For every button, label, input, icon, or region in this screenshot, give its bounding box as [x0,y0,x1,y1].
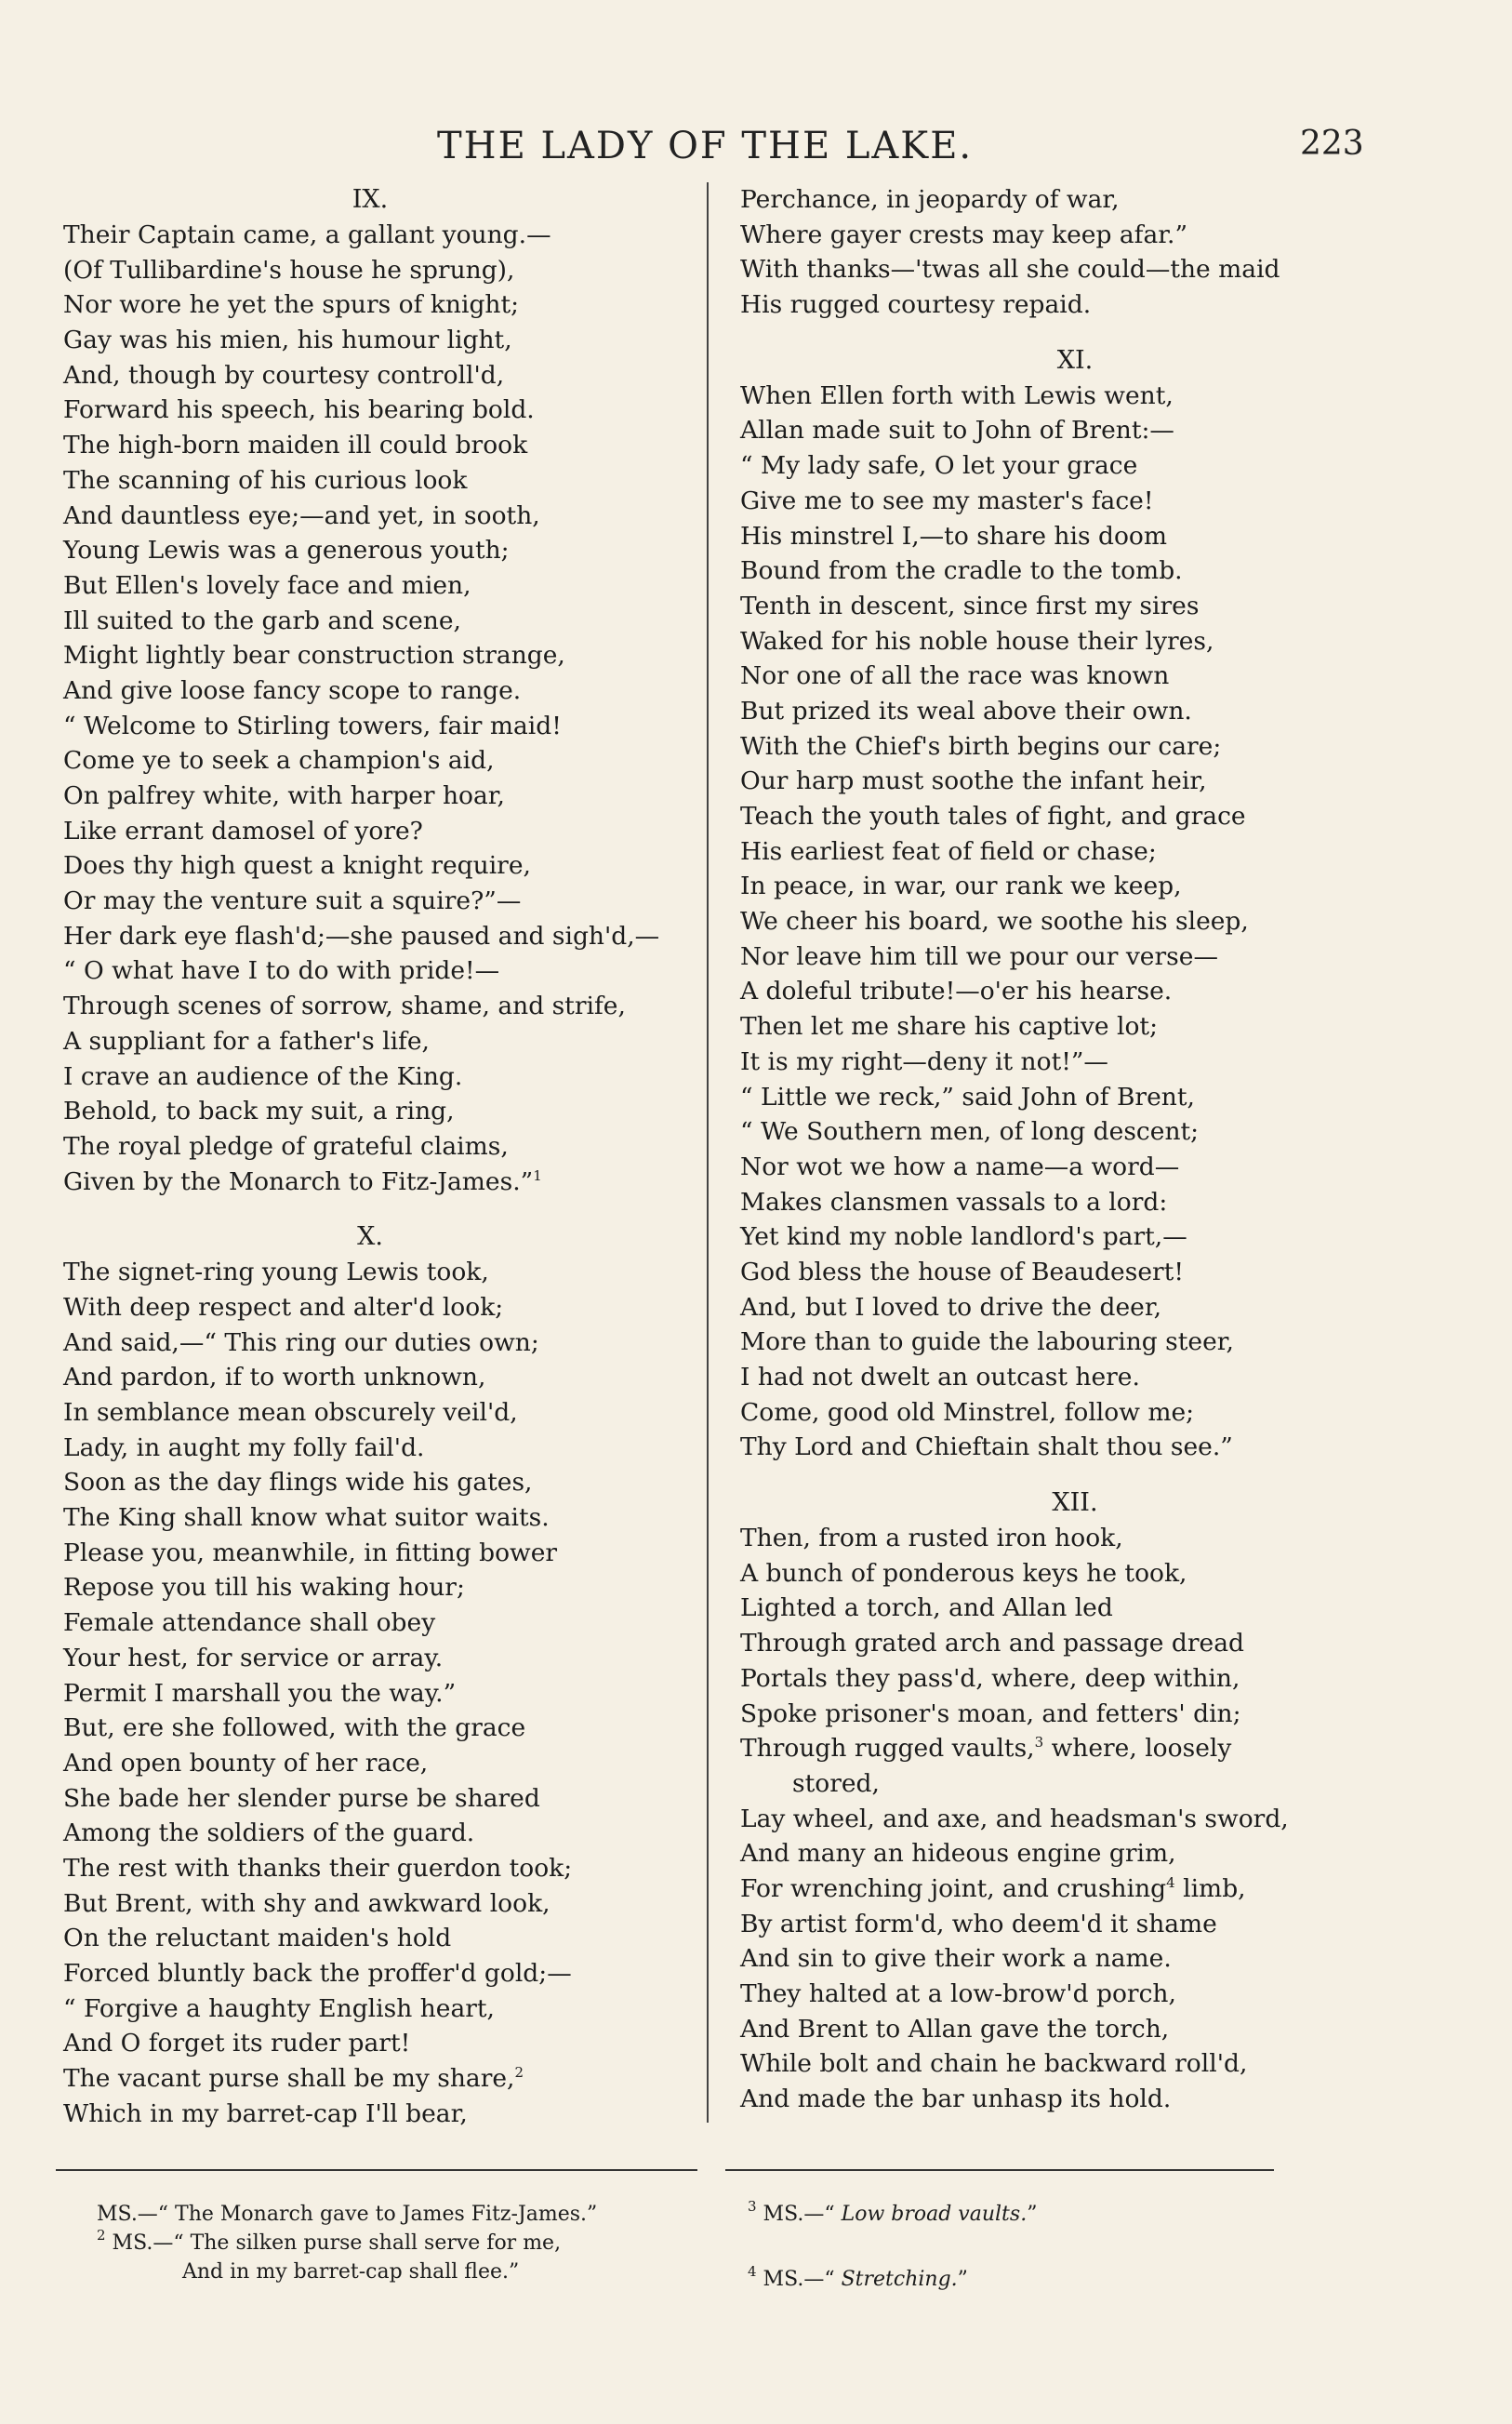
stanza-line: Does thy high quest a knight require, [63,851,531,881]
stanza-line: But, ere she followed, with the grace [63,1713,526,1743]
stanza-line: But Brent, with shy and awkward look, [63,1888,550,1918]
stanza-line: Portals they pass'd, where, deep within, [740,1663,1240,1693]
stanza-line: It is my right—deny it not!”— [740,1046,1108,1076]
stanza-line: “ Forgive a haughty English heart, [63,1993,495,2023]
stanza-line: His minstrel I,—to share his doom [740,521,1168,551]
stanza-line: The signet-ring young Lewis took, [63,1258,489,1287]
stanza-line: The rest with thanks their guerdon took; [63,1853,573,1883]
stanza-line: Nor one of all the race was known [740,661,1170,691]
stanza-line: With thanks—'twas all she could—the maid [740,255,1280,285]
stanza-line: Nor wore he yet the spurs of knight; [63,290,520,320]
stanza-line: In semblance mean obscurely veil'd, [63,1398,518,1427]
stanza-line: Or may the venture suit a squire?”— [63,886,522,916]
footnote-text: MS.—“ [756,2268,842,2291]
footnote-mark: 2 [97,2227,106,2244]
stanza-line: By artist form'd, who deem'd it shame [740,1909,1217,1938]
stanza-line: Like errant damosel of yore? [63,816,423,846]
stanza-line: Thy Lord and Chieftain shalt thou see.” [740,1432,1233,1462]
stanza-line: Their Captain came, a gallant young.— [63,220,551,249]
footnote-text: ” [957,2268,968,2291]
stanza-line: Behold, to back my suit, a ring, [63,1097,455,1126]
stanza-line: Which in my barret-cap I'll bear, [63,2098,468,2128]
stanza-heading-x: X. [357,1222,383,1252]
right-column [740,182,1410,2117]
page-number: 223 [1300,125,1364,163]
stanza-line: And said,—“ This ring our duties own; [63,1327,539,1357]
stanza-line: Teach the youth tales of fight, and grace [740,802,1246,831]
footnotes-left [97,2200,673,2286]
footnote-text: ” [1027,2203,1038,2226]
stanza-line: On palfrey white, with harper hoar, [63,781,505,810]
stanza-line: With deep respect and alter'd look; [63,1292,504,1322]
stanza-line: A suppliant for a father's life, [63,1026,430,1056]
stanza-heading-xi: XI. [1056,345,1094,375]
footnote-rule [725,2169,1274,2171]
stanza-line: Gay was his mien, his humour light, [63,326,512,355]
stanza-line: “ Little we reck,” said John of Brent, [740,1082,1195,1112]
stanza-line: Our harp must soothe the infant heir, [740,766,1207,796]
stanza-xi-lines [740,379,1410,1465]
stanza-line: More than to guide the labouring steer, [740,1327,1234,1357]
stanza-line: “ Welcome to Stirling towers, fair maid! [63,711,562,740]
stanza-line: The royal pledge of grateful claims, [63,1131,509,1161]
stanza-line: The high-born maiden ill could brook [63,431,528,460]
stanza-line: Repose you till his waking hour; [63,1573,465,1603]
stanza-line: His earliest feat of field or chase; [740,836,1157,866]
footnote-1: MS.—“ The Monarch gave to James Fitz-James.” [97,2203,598,2226]
footnote-2-continued: And in my barret-cap shall flee.” [182,2260,520,2284]
stanza-line-text: For wrenching joint, and crushing [740,1873,1167,1903]
footnote-text: MS.—“ The silken purse shall serve for me, [105,2231,562,2255]
stanza-line: “ O what have I to do with pride!— [63,956,500,986]
stanza-line: Ill suited to the garb and scene, [63,606,461,635]
stanza-line: Through grated arch and passage dread [740,1629,1244,1658]
stanza-line: While bolt and chain he backward roll'd, [740,2049,1248,2079]
stanza-line: Soon as the day flings wide his gates, [63,1468,533,1498]
left-column [63,182,677,2131]
stanza-line: And open bounty of her race, [63,1748,429,1778]
stanza-line: Might lightly bear construction strange, [63,641,565,671]
stanza-line: And pardon, if to worth unknown, [63,1363,486,1392]
stanza-line: Where gayer crests may keep afar.” [740,220,1187,249]
stanza-line: Makes clansmen vassals to a lord: [740,1187,1168,1217]
stanza-line: Among the soldiers of the guard. [63,1818,475,1848]
footnote-italic-text: Low broad vaults. [841,2203,1028,2226]
stanza-line: A bunch of ponderous keys he took, [740,1558,1187,1588]
stanza-line: Her dark eye flash'd;—she paused and sigh'd,— [63,921,660,951]
stanza-x-continued-lines [740,182,1410,323]
footnote-2 [97,2229,673,2258]
stanza-line: Lady, in aught my folly fail'd. [63,1432,425,1462]
footnote-3 [748,2200,1324,2265]
stanza-line: We cheer his board, we soothe his sleep, [740,907,1249,937]
stanza-line: And O forget its ruder part! [63,2029,411,2058]
stanza-xii-lines-c [740,1907,1410,2117]
footnote-ref: 2 [514,2064,524,2082]
stanza-line: And give loose fancy scope to range. [63,675,522,705]
stanza-line: His rugged courtesy repaid. [740,290,1092,320]
stanza-line: In peace, in war, our rank we keep, [740,872,1182,901]
stanza-line: Permit I marshall you the way.” [63,1678,457,1708]
footnotes-right [748,2200,1324,2330]
stanza-line: They halted at a low-brow'd porch, [740,1979,1176,2008]
stanza-line: Yet kind my noble landlord's part,— [740,1222,1187,1252]
stanza-line-text: The vacant purse shall be my share, [63,2064,515,2094]
page-title: THE LADY OF THE LAKE. [437,125,974,167]
stanza-line: When Ellen forth with Lewis went, [740,380,1174,410]
stanza-line: Please you, meanwhile, in fitting bower [63,1538,558,1567]
stanza-line: Bound from the cradle to the tomb. [740,556,1183,586]
stanza-line: Perchance, in jeopardy of war, [740,185,1120,214]
stanza-line: And sin to give their work a name. [740,1944,1172,1974]
stanza-xii-lines-a [740,1521,1410,1731]
stanza-line: With the Chief's birth begins our care; [740,731,1222,761]
footnote-4 [748,2265,1324,2330]
stanza-line: Then, from a rusted iron hook, [740,1524,1123,1553]
stanza-line: God bless the house of Beaudesert! [740,1257,1184,1286]
stanza-line: “ My lady safe, O let your grace [740,451,1138,481]
stanza-line: The scanning of his curious look [63,465,468,495]
stanza-line: I crave an audience of the King. [63,1061,463,1091]
stanza-line: Tenth in descent, since first my sires [740,591,1200,620]
stanza-line: Spoke prisoner's moan, and fetters' din; [740,1698,1241,1728]
footnote-ref: 1 [533,1166,542,1184]
footnote-text: MS.—“ [756,2203,842,2226]
stanza-line: Lighted a torch, and Allan led [740,1593,1113,1623]
stanza-line: Give me to see my master's face! [740,486,1154,515]
stanza-line: I had not dwelt an outcast here. [740,1363,1140,1392]
stanza-line: And many an hideous engine grim, [740,1839,1176,1869]
stanza-line: But prized its weal above their own. [740,696,1192,726]
stanza-line: She bade her slender purse be shared [63,1783,540,1813]
stanza-line-text: where, loosely [1043,1734,1232,1764]
stanza-line: And made the bar unhasp its hold. [740,2084,1172,2114]
stanza-heading-xii: XII. [1052,1488,1098,1518]
stanza-line [63,1165,677,1200]
stanza-x-lines [63,1255,677,2061]
stanza-line: But Ellen's lovely face and mien, [63,570,471,600]
footnote-rule [56,2169,697,2171]
stanza-line-text: Through rugged vaults, [740,1734,1035,1764]
stanza-line: And dauntless eye;—and yet, in sooth, [63,500,540,530]
stanza-line: “ We Southern men, of long descent; [740,1117,1200,1147]
stanza-line: And, though by courtesy controll'd, [63,360,505,390]
stanza-line: Come ye to seek a champion's aid, [63,746,495,776]
stanza-line: Lay wheel, and axe, and headsman's sword, [740,1804,1289,1833]
column-divider [707,182,709,2123]
stanza-line: Female attendance shall obey [63,1608,436,1638]
stanza-line-text: Given by the Monarch to Fitz-James.” [63,1166,534,1196]
stanza-line-continuation: stored, [792,1768,880,1798]
stanza-line: Waked for his noble house their lyres, [740,626,1214,656]
footnote-italic-text: Stretching. [841,2268,958,2291]
stanza-line: The King shall know what suitor waits. [63,1503,550,1533]
footnote-mark: 3 [748,2198,757,2215]
stanza-ix-lines [63,218,677,1165]
stanza-xii-lines-b [740,1802,1410,1871]
stanza-line: Your hest, for service or array. [63,1643,444,1672]
stanza-heading-ix: IX. [351,185,389,214]
stanza-line [740,1871,1410,1907]
stanza-line: On the reluctant maiden's hold [63,1924,452,1953]
stanza-line: Nor wot we how a name—a word— [740,1152,1180,1181]
footnote-mark: 4 [748,2263,757,2280]
stanza-line: Through scenes of sorrow, shame, and strife, [63,992,626,1021]
stanza-line [63,2061,677,2097]
stanza-line: And, but I loved to drive the deer, [740,1292,1162,1322]
stanza-line: Then let me share his captive lot; [740,1012,1158,1042]
stanza-line: A doleful tribute!—o'er his hearse. [740,977,1173,1006]
stanza-line [740,1731,1410,1766]
stanza-line: Forced bluntly back the proffer'd gold;— [63,1959,572,1988]
stanza-line-text: limb, [1174,1873,1246,1903]
stanza-line: And Brent to Allan gave the torch, [740,2014,1170,2044]
footnote-ref: 3 [1034,1734,1044,1751]
stanza-line: Come, good old Minstrel, follow me; [740,1397,1195,1427]
stanza-line: Forward his speech, his bearing bold. [63,395,535,425]
stanza-line: Young Lewis was a generous youth; [63,536,510,566]
stanza-line: (Of Tullibardine's house he sprung), [63,255,515,285]
stanza-line: Nor leave him till we pour our verse— [740,941,1218,971]
footnote-ref: 4 [1166,1873,1175,1891]
stanza-line: Allan made suit to John of Brent:— [740,416,1174,446]
